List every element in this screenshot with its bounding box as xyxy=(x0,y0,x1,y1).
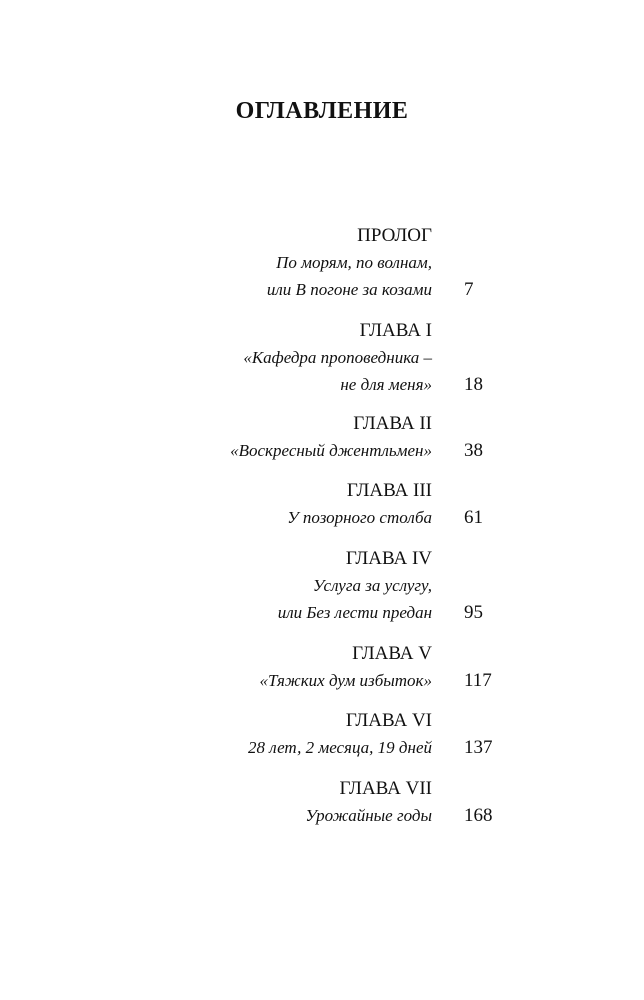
toc-entry-page-number: 7 xyxy=(464,279,474,300)
toc-entry-title-line: не для меня» xyxy=(340,375,432,394)
toc-entry-page-number: 117 xyxy=(464,670,492,691)
toc-entry-title-line: «Воскресный джентльмен» xyxy=(230,441,432,460)
toc-entry-page-number: 61 xyxy=(464,507,483,528)
toc-entry-page-number: 18 xyxy=(464,374,483,395)
toc-entry-heading: ГЛАВА II xyxy=(353,413,432,434)
toc-entry-title-line: У позорного столба xyxy=(287,508,432,527)
page-title: ОГЛАВЛЕНИЕ xyxy=(235,98,409,124)
toc-entry-title-line: или Без лести предан xyxy=(277,603,432,622)
toc-entry-heading: ГЛАВА VII xyxy=(339,778,432,799)
toc-entry-title-line: 28 лет, 2 месяца, 19 дней xyxy=(247,738,432,757)
toc-entry-title-line: По морям, по волнам, xyxy=(276,253,432,272)
toc-entry-heading: ГЛАВА IV xyxy=(345,548,432,569)
toc-entry-title-line: «Кафедра проповедника – xyxy=(243,348,432,367)
toc-entry-heading: ГЛАВА V xyxy=(352,643,432,664)
toc-entry-heading: ПРОЛОГ xyxy=(357,225,432,246)
toc-entry-page-number: 95 xyxy=(464,602,483,623)
toc-entry-title-line: Услуга за услугу, xyxy=(312,576,432,595)
toc-entry-heading: ГЛАВА III xyxy=(346,480,432,501)
toc-entry-page-number: 137 xyxy=(464,737,493,758)
toc-entry-heading: ГЛАВА I xyxy=(359,320,432,341)
toc-entry-title-line: «Тяжких дум избыток» xyxy=(259,671,432,690)
toc-entry-heading: ГЛАВА VI xyxy=(345,710,432,731)
toc-entry-title-line: Урожайные годы xyxy=(305,806,432,825)
toc-entry-page-number: 38 xyxy=(464,440,483,461)
toc-entry-page-number: 168 xyxy=(464,805,493,826)
toc-entry-title-line: или В погоне за козами xyxy=(266,280,432,299)
